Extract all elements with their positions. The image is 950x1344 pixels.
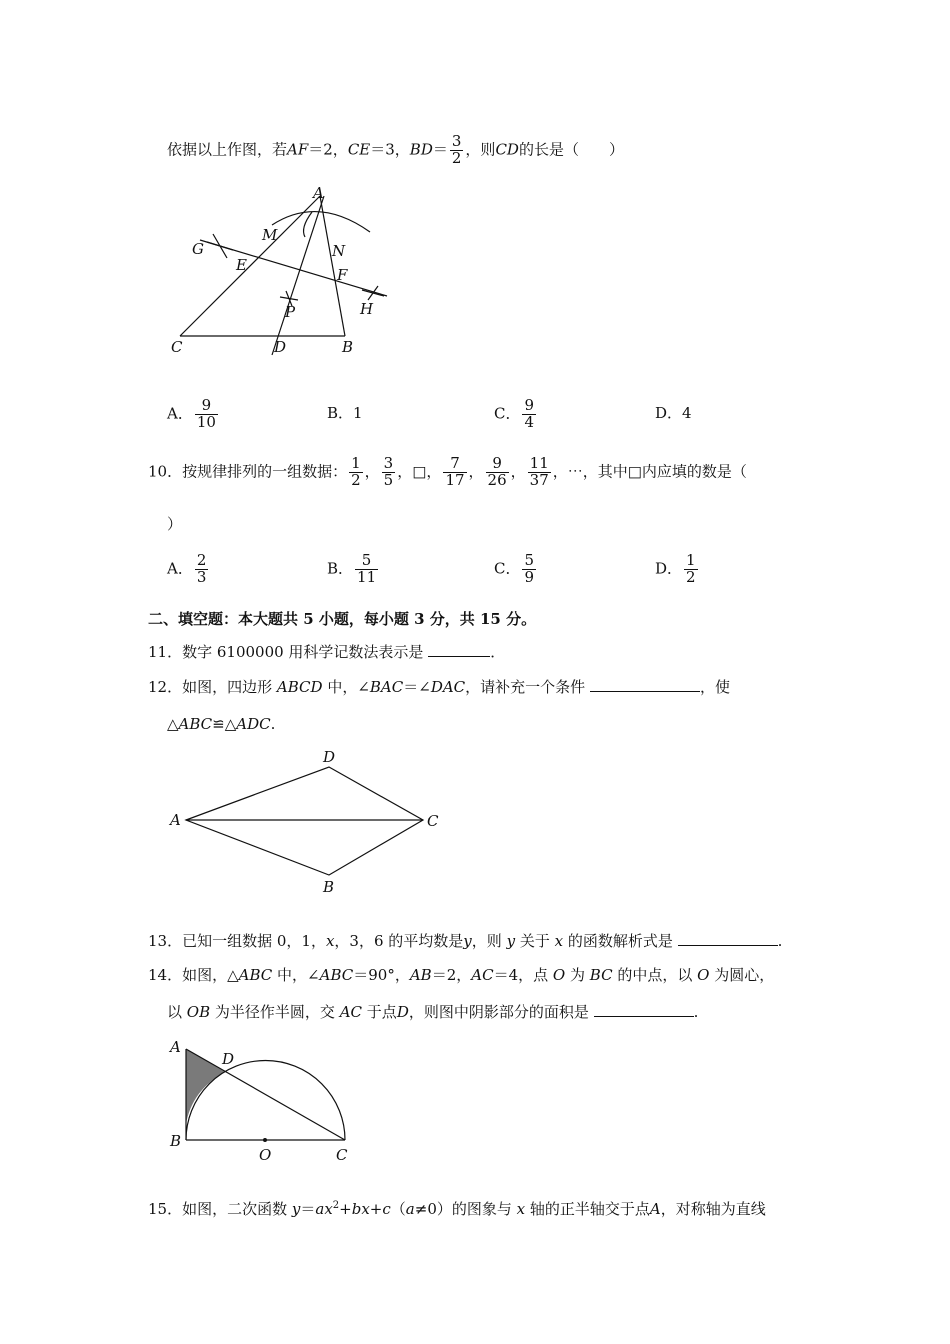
label-E: E — [236, 256, 247, 274]
q11: 11．数字 6100000 用科学记数法表示是 ． — [148, 643, 506, 661]
label-A: A — [170, 811, 181, 829]
q10-option-d[interactable]: D． $\frac{1}{2}$ — [655, 551, 696, 586]
label-A: A — [170, 1038, 181, 1056]
fraction: $\frac{5}{9}$ — [524, 551, 535, 586]
label-B: B — [323, 878, 335, 896]
q9-option-a[interactable]: A． $\frac{9}{10}$ — [167, 396, 216, 431]
fraction: $\frac{11}{37}$ — [529, 454, 549, 489]
fraction: $\frac{5}{11}$ — [357, 551, 377, 586]
label-C: C — [171, 338, 183, 356]
answer-blank[interactable] — [594, 1002, 694, 1017]
label-M: M — [262, 226, 278, 244]
label-G: G — [192, 240, 204, 258]
fraction: $\frac{9}{10}$ — [196, 396, 216, 431]
q14-figure — [165, 1035, 365, 1165]
fraction: $\frac{9}{26}$ — [487, 454, 507, 489]
q13: 13．已知一组数据 0，1，x，3，6 的平均数是y，则 y 关于 x 的函数解析式是 . — [148, 932, 783, 950]
q10-close: ） — [167, 515, 183, 533]
fraction: $\frac{3}{5}$ — [383, 454, 394, 489]
q10-option-b[interactable]: B． $\frac{5}{11}$ — [327, 551, 377, 586]
fraction: $\frac{1}{2}$ — [351, 454, 361, 489]
fraction: $\frac{7}{17}$ — [445, 454, 465, 489]
section-title: 二、填空题：本大题共 5 小题，每小题 3 分，共 15 分。 — [148, 610, 537, 628]
label-B: B — [170, 1132, 182, 1150]
q12-figure — [165, 745, 445, 895]
label-F: F — [337, 266, 348, 284]
fraction: $\frac{1}{2}$ — [686, 551, 696, 586]
label-C: C — [427, 812, 439, 830]
label-N: N — [332, 242, 346, 260]
answer-blank[interactable] — [428, 642, 490, 657]
label-C: C — [336, 1146, 348, 1164]
label-D: D — [323, 748, 336, 766]
q14: 14．如图，△ABC 中，∠ABC＝90°，AB＝2，AC＝4，点 O 为 BC 的中点，以 O 为圆心， — [148, 966, 775, 984]
label-P: P — [285, 303, 296, 321]
q12-line2: △ABC≌△ADC. — [167, 715, 276, 733]
q9-option-d[interactable]: D．4 — [655, 404, 692, 422]
answer-blank[interactable] — [678, 931, 778, 946]
q10-stem: 10．按规律排列的一组数据： $\frac{1}{2}$ ， $\frac{3}{5}$ ，□， $\frac{7}{17}$ ， $\frac{9}{26}$ ， $\frac{11}{37}$ ，⋯，其中□内应填的数是（ — [148, 454, 747, 489]
label-D: D — [222, 1050, 235, 1068]
q15: 15．如图，二次函数 $y=ax^2+bx+c(a\ne 0)$的图象与 x 轴的正半轴交于点A，对称轴为直线 — [148, 1200, 766, 1218]
q10-option-c[interactable]: C． $\frac{5}{9}$ — [494, 551, 535, 586]
q10-option-a[interactable]: A． $\frac{2}{3}$ — [167, 551, 207, 586]
label-O: O — [259, 1146, 272, 1164]
label-D: D — [274, 338, 287, 356]
fraction: $\frac{3}{2}$ — [451, 132, 462, 167]
q14-line2: 以 OB 为半径作半圆，交 AC 于点D，则图中阴影部分的面积是 . — [167, 1003, 699, 1021]
label-A: A — [313, 184, 324, 202]
fraction: $\frac{9}{4}$ — [524, 396, 535, 431]
fraction: $\frac{2}{3}$ — [196, 551, 207, 586]
label-H: H — [360, 300, 374, 318]
q9-option-c[interactable]: C． $\frac{9}{4}$ — [494, 396, 535, 431]
q9-figure — [160, 185, 420, 365]
q9-option-b[interactable]: B．1 — [327, 404, 363, 422]
q12: 12．如图，四边形 ABCD 中，∠BAC＝∠DAC，请补充一个条件 ，使 — [148, 678, 730, 696]
q9-stem: 依据以上作图，若AF＝2，CE＝3，BD＝ $\frac{3}{2}$ ，则CD的长是（ ） — [167, 132, 624, 167]
label-B: B — [342, 338, 354, 356]
answer-blank[interactable] — [590, 677, 700, 692]
